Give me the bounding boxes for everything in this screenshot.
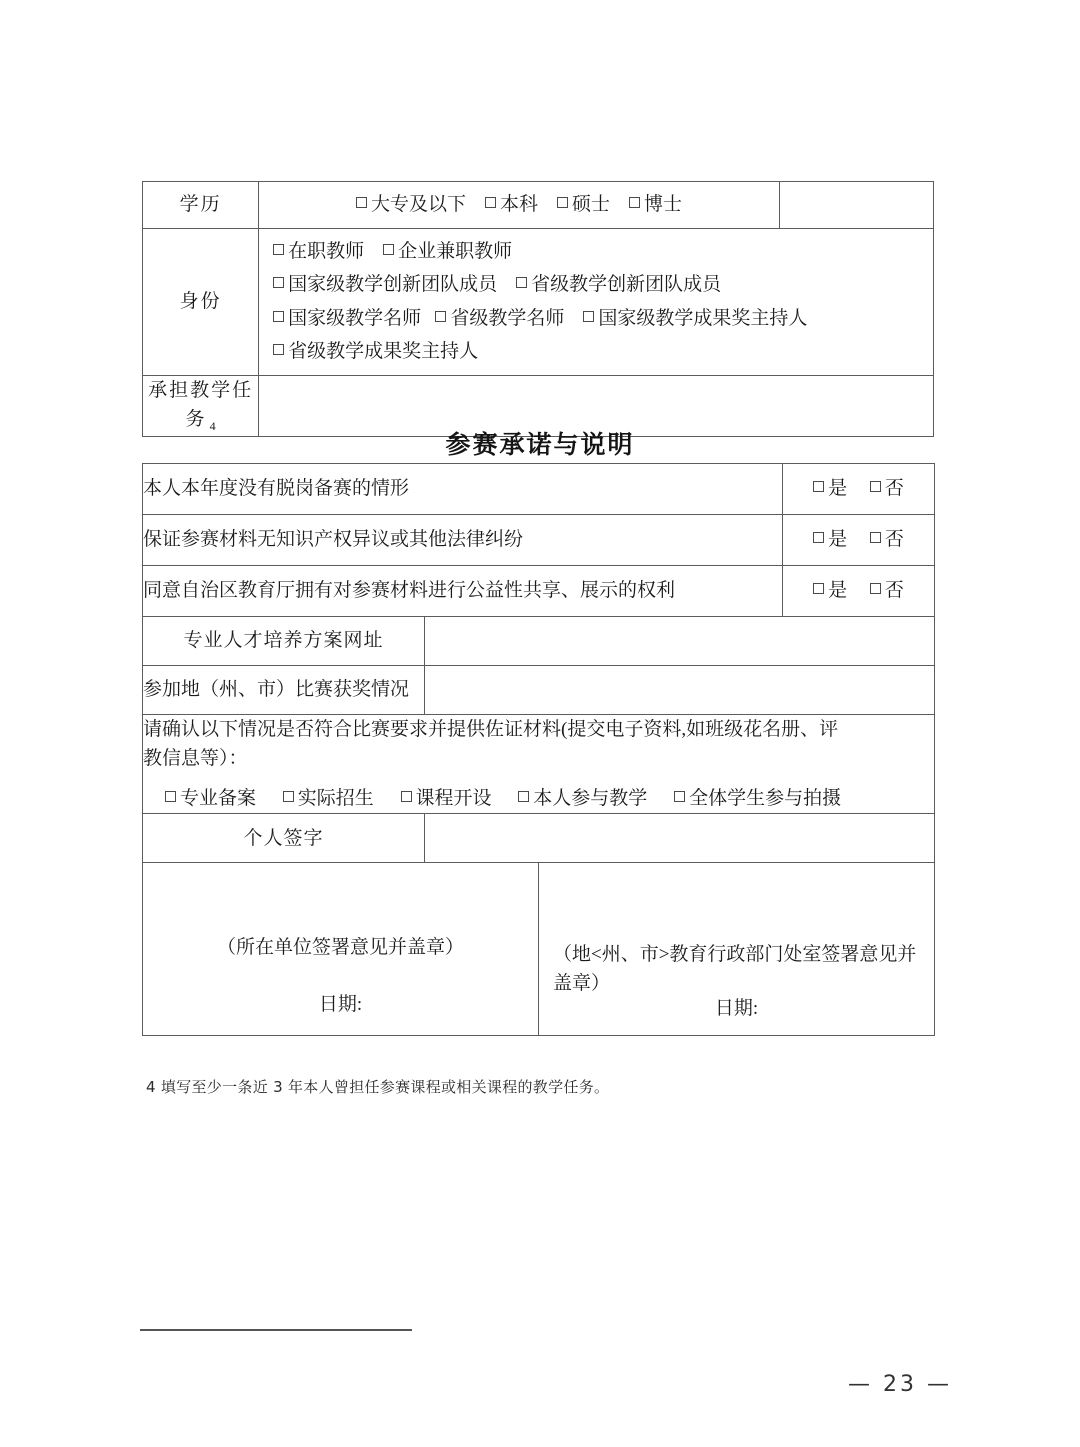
identity-option-line-2	[259, 268, 933, 301]
checkbox-icon[interactable]	[870, 583, 881, 594]
checkbox-label: 是	[828, 580, 848, 602]
checkbox-label: 是	[828, 478, 848, 500]
checkbox-icon[interactable]	[165, 791, 176, 802]
checkbox-label: 省级教学创新团队成员	[531, 274, 722, 296]
table-row-local-award	[143, 666, 935, 715]
checkbox-icon[interactable]	[870, 532, 881, 543]
checkbox-option-all-students-filmed[interactable]	[674, 784, 841, 813]
checkbox-icon[interactable]	[356, 197, 367, 208]
commitment-statement-3: 同意自治区教育厅拥有对参赛材料进行公益性共享、展示的权利	[143, 566, 783, 617]
table-row-program-url	[143, 617, 935, 666]
checkbox-label: 实际招生	[297, 787, 374, 809]
bureau-opinion-note: （地<州、市>教育行政部门处室签署意见并盖章）	[553, 944, 917, 994]
checkbox-icon[interactable]	[435, 311, 446, 322]
checkbox-option-master[interactable]	[557, 194, 615, 215]
footnote-marker: 4	[209, 418, 216, 433]
checkbox-icon[interactable]	[629, 197, 640, 208]
confirmation-prompt-line-2: 教信息等）：	[143, 748, 248, 770]
checkbox-label: 全体学生参与拍摄	[689, 787, 842, 809]
local-award-label: 参加地（州、市）比赛获奖情况	[143, 666, 425, 715]
checkbox-label: 博士	[643, 194, 682, 216]
table-row-identity	[143, 229, 934, 376]
commitment-statement-1: 本人本年度没有脱岗备赛的情形	[143, 464, 783, 515]
checkbox-icon[interactable]	[870, 481, 881, 492]
local-award-value[interactable]	[425, 666, 935, 715]
checkbox-label: 本科	[499, 194, 538, 216]
identity-option-line-3	[259, 302, 933, 335]
education-label: 学历	[143, 182, 259, 229]
checkbox-label: 企业兼职教师	[398, 241, 513, 262]
checkbox-label: 本人参与教学	[533, 787, 648, 809]
program-url-value[interactable]	[425, 617, 935, 666]
unit-opinion-note: （所在单位签署意见并盖章）	[216, 937, 464, 959]
personal-signature-label: 个人签字	[143, 814, 425, 863]
checkbox-label: 大专及以下	[370, 194, 466, 216]
commitment-table	[142, 463, 934, 1036]
checkbox-option-no[interactable]	[870, 576, 904, 605]
table-row-commitment-3	[143, 566, 935, 617]
commitment-answer-1	[783, 464, 935, 515]
checkbox-icon[interactable]	[383, 244, 394, 255]
unit-opinion-date-label: 日期:	[318, 993, 363, 1015]
checkbox-label: 省级教学成果奖主持人	[288, 341, 479, 363]
checkbox-icon[interactable]	[813, 532, 824, 543]
confirmation-cell	[143, 715, 935, 814]
personal-info-table	[142, 181, 934, 437]
checkbox-icon[interactable]	[518, 791, 529, 802]
checkbox-icon[interactable]	[583, 311, 594, 322]
checkbox-icon[interactable]	[273, 244, 284, 255]
checkbox-option-doctor[interactable]	[629, 194, 682, 215]
checkbox-label: 是	[828, 529, 848, 551]
identity-label: 身份	[143, 229, 259, 376]
program-url-label: 专业人才培养方案网址	[143, 617, 425, 666]
section-title: 参赛承诺与说明	[445, 430, 635, 459]
checkbox-icon[interactable]	[516, 277, 527, 288]
photo-cell[interactable]	[779, 182, 933, 229]
checkbox-label: 国家级教学创新团队成员	[288, 274, 498, 296]
page-number: — 23 —	[848, 1372, 952, 1397]
checkbox-label: 否	[884, 580, 904, 602]
unit-opinion-cell[interactable]	[143, 863, 539, 1036]
footnote-text: 4 填写至少一条近 3 年本人曾担任参赛课程或相关课程的教学任务。	[146, 1078, 610, 1096]
bureau-opinion-date-label: 日期:	[714, 997, 759, 1019]
table-row-education	[143, 182, 934, 229]
commitment-answer-3	[783, 566, 935, 617]
checkbox-icon[interactable]	[283, 791, 294, 802]
checkbox-option-yes[interactable]	[813, 525, 847, 554]
table-row-commitment-2	[143, 515, 935, 566]
identity-option-line-1	[259, 235, 933, 268]
checkbox-icon[interactable]	[557, 197, 568, 208]
checkbox-option-no[interactable]	[870, 474, 904, 503]
commitment-statement-2: 保证参赛材料无知识产权异议或其他法律纠纷	[143, 515, 783, 566]
education-options-cell	[259, 182, 780, 229]
personal-signature-value[interactable]	[425, 814, 935, 863]
checkbox-label: 硕士	[571, 194, 610, 216]
table-row-commitment-1	[143, 464, 935, 515]
checkbox-icon[interactable]	[813, 481, 824, 492]
checkbox-icon[interactable]	[401, 791, 412, 802]
confirmation-options	[143, 784, 934, 813]
checkbox-option-yes[interactable]	[813, 474, 847, 503]
checkbox-label: 在职教师	[288, 241, 365, 262]
checkbox-option-yes[interactable]	[813, 576, 847, 605]
checkbox-option-actual-enrollment[interactable]	[283, 784, 374, 813]
checkbox-label: 国家级教学名师	[288, 307, 422, 329]
checkbox-label: 国家级教学成果奖主持人	[598, 307, 808, 329]
table-row-confirmation	[143, 715, 935, 814]
checkbox-label: 省级教学名师	[450, 307, 565, 329]
bureau-opinion-cell[interactable]	[539, 863, 935, 1036]
checkbox-option-major-filing[interactable]	[165, 784, 256, 813]
identity-option-line-4	[259, 335, 933, 368]
checkbox-option-course-offered[interactable]	[401, 784, 492, 813]
footer-divider	[140, 1329, 412, 1331]
checkbox-option-self-teaching[interactable]	[518, 784, 647, 813]
checkbox-option-no[interactable]	[870, 525, 904, 554]
confirmation-prompt-line-1: 请确认以下情况是否符合比赛要求并提供佐证材料(提交电子资料,如班级花名册、评	[143, 719, 839, 740]
checkbox-icon[interactable]	[485, 197, 496, 208]
table-row-personal-signature	[143, 814, 935, 863]
checkbox-icon[interactable]	[674, 791, 685, 802]
commitment-answer-2	[783, 515, 935, 566]
identity-options-cell	[259, 229, 934, 376]
checkbox-icon[interactable]	[273, 277, 284, 288]
checkbox-option-bachelor[interactable]	[485, 194, 543, 215]
checkbox-icon[interactable]	[813, 583, 824, 594]
checkbox-icon[interactable]	[273, 311, 284, 322]
teaching-task-label-text: 承担教学任务	[148, 379, 254, 431]
checkbox-option-college-or-below[interactable]	[356, 194, 471, 215]
table-row-seal-opinions	[143, 863, 935, 1036]
checkbox-label: 课程开设	[415, 787, 492, 809]
checkbox-label: 专业备案	[180, 787, 257, 809]
checkbox-label: 否	[884, 478, 904, 500]
checkbox-icon[interactable]	[273, 344, 284, 355]
checkbox-label: 否	[884, 529, 904, 551]
